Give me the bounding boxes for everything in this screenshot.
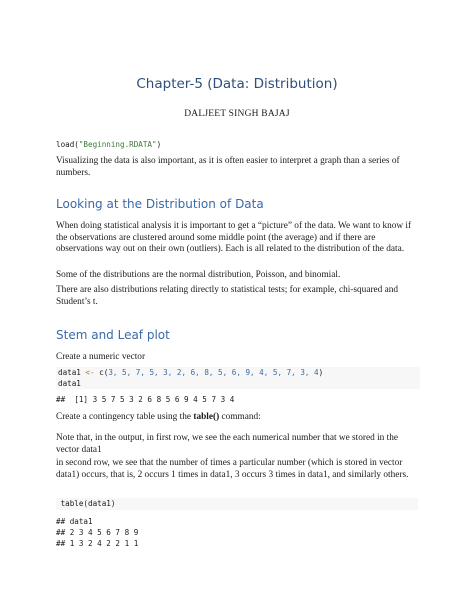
code-var: data1 (58, 368, 81, 377)
code-block-table: table(data1) (56, 498, 418, 510)
distribution-paragraph-3: There are also distributions relating directly to statistical tests; for example, chi-squared and Student’s t. (56, 285, 399, 307)
distribution-paragraph-2: Some of the distributions are the normal distribution, Poisson, and binomial. (56, 270, 341, 280)
code-output-vector: ## [1] 3 5 7 5 3 2 6 8 5 6 9 4 5 7 3 4 (56, 395, 235, 404)
paragraph-text: Create a contingency table using the (56, 412, 194, 422)
output-line: ## 2 3 4 5 6 7 8 9 (56, 528, 139, 537)
section-heading-stem-leaf: Stem and Leaf plot (56, 328, 170, 342)
code-call: c( (99, 368, 109, 377)
section-heading-distribution: Looking at the Distribution of Data (56, 197, 264, 211)
load-code-line (56, 139, 418, 150)
stem-leaf-paragraph-1: Create a numeric vector (56, 352, 146, 362)
code-fn: load( (56, 140, 79, 149)
code-line-2: data1 (58, 379, 81, 388)
code-close: ) (318, 368, 324, 377)
stem-leaf-paragraph-3: Note that, in the output, in first row, we see the each numerical number that we stored in the vector data1 (56, 433, 398, 455)
stem-leaf-paragraph-4: in second row, we see that the number of times a particular number (which is stored in vector data1) occurs, that is, 2 occurs 1 times in data1, 3 occurs 3 times in data1, and similarly others. (56, 458, 409, 480)
author-name: DALJEET SINGH BAJAJ (184, 109, 290, 119)
table-command: table() (193, 412, 220, 422)
paragraph-text: command: (219, 412, 261, 422)
output-line: ## data1 (56, 517, 93, 526)
distribution-paragraph-1: When doing statistical analysis it is important to get a “picture” of the data. We want to know if the observations are clustered around some middle point (the average) and if there are observations way out on their own (outliers). Each is all related to the distribution of the data. (56, 221, 412, 255)
code-output-table (56, 516, 418, 549)
code-string: "Beginning.RDATA" (78, 140, 157, 149)
code-block-vector (56, 367, 420, 389)
output-line: ## 1 3 2 4 2 2 1 1 (56, 539, 139, 548)
intro-paragraph: Visualizing the data is also important, as it is often easier to interpret a graph than a series of numbers. (56, 156, 400, 178)
code-close: ) (156, 140, 162, 149)
page-title: Chapter-5 (Data: Distribution) (136, 76, 338, 92)
code-assign: <- (80, 368, 100, 377)
stem-leaf-paragraph-2 (56, 412, 418, 424)
code-values: 3, 5, 7, 5, 3, 2, 6, 8, 5, 6, 9, 4, 5, 7, 3, 4 (108, 368, 319, 377)
